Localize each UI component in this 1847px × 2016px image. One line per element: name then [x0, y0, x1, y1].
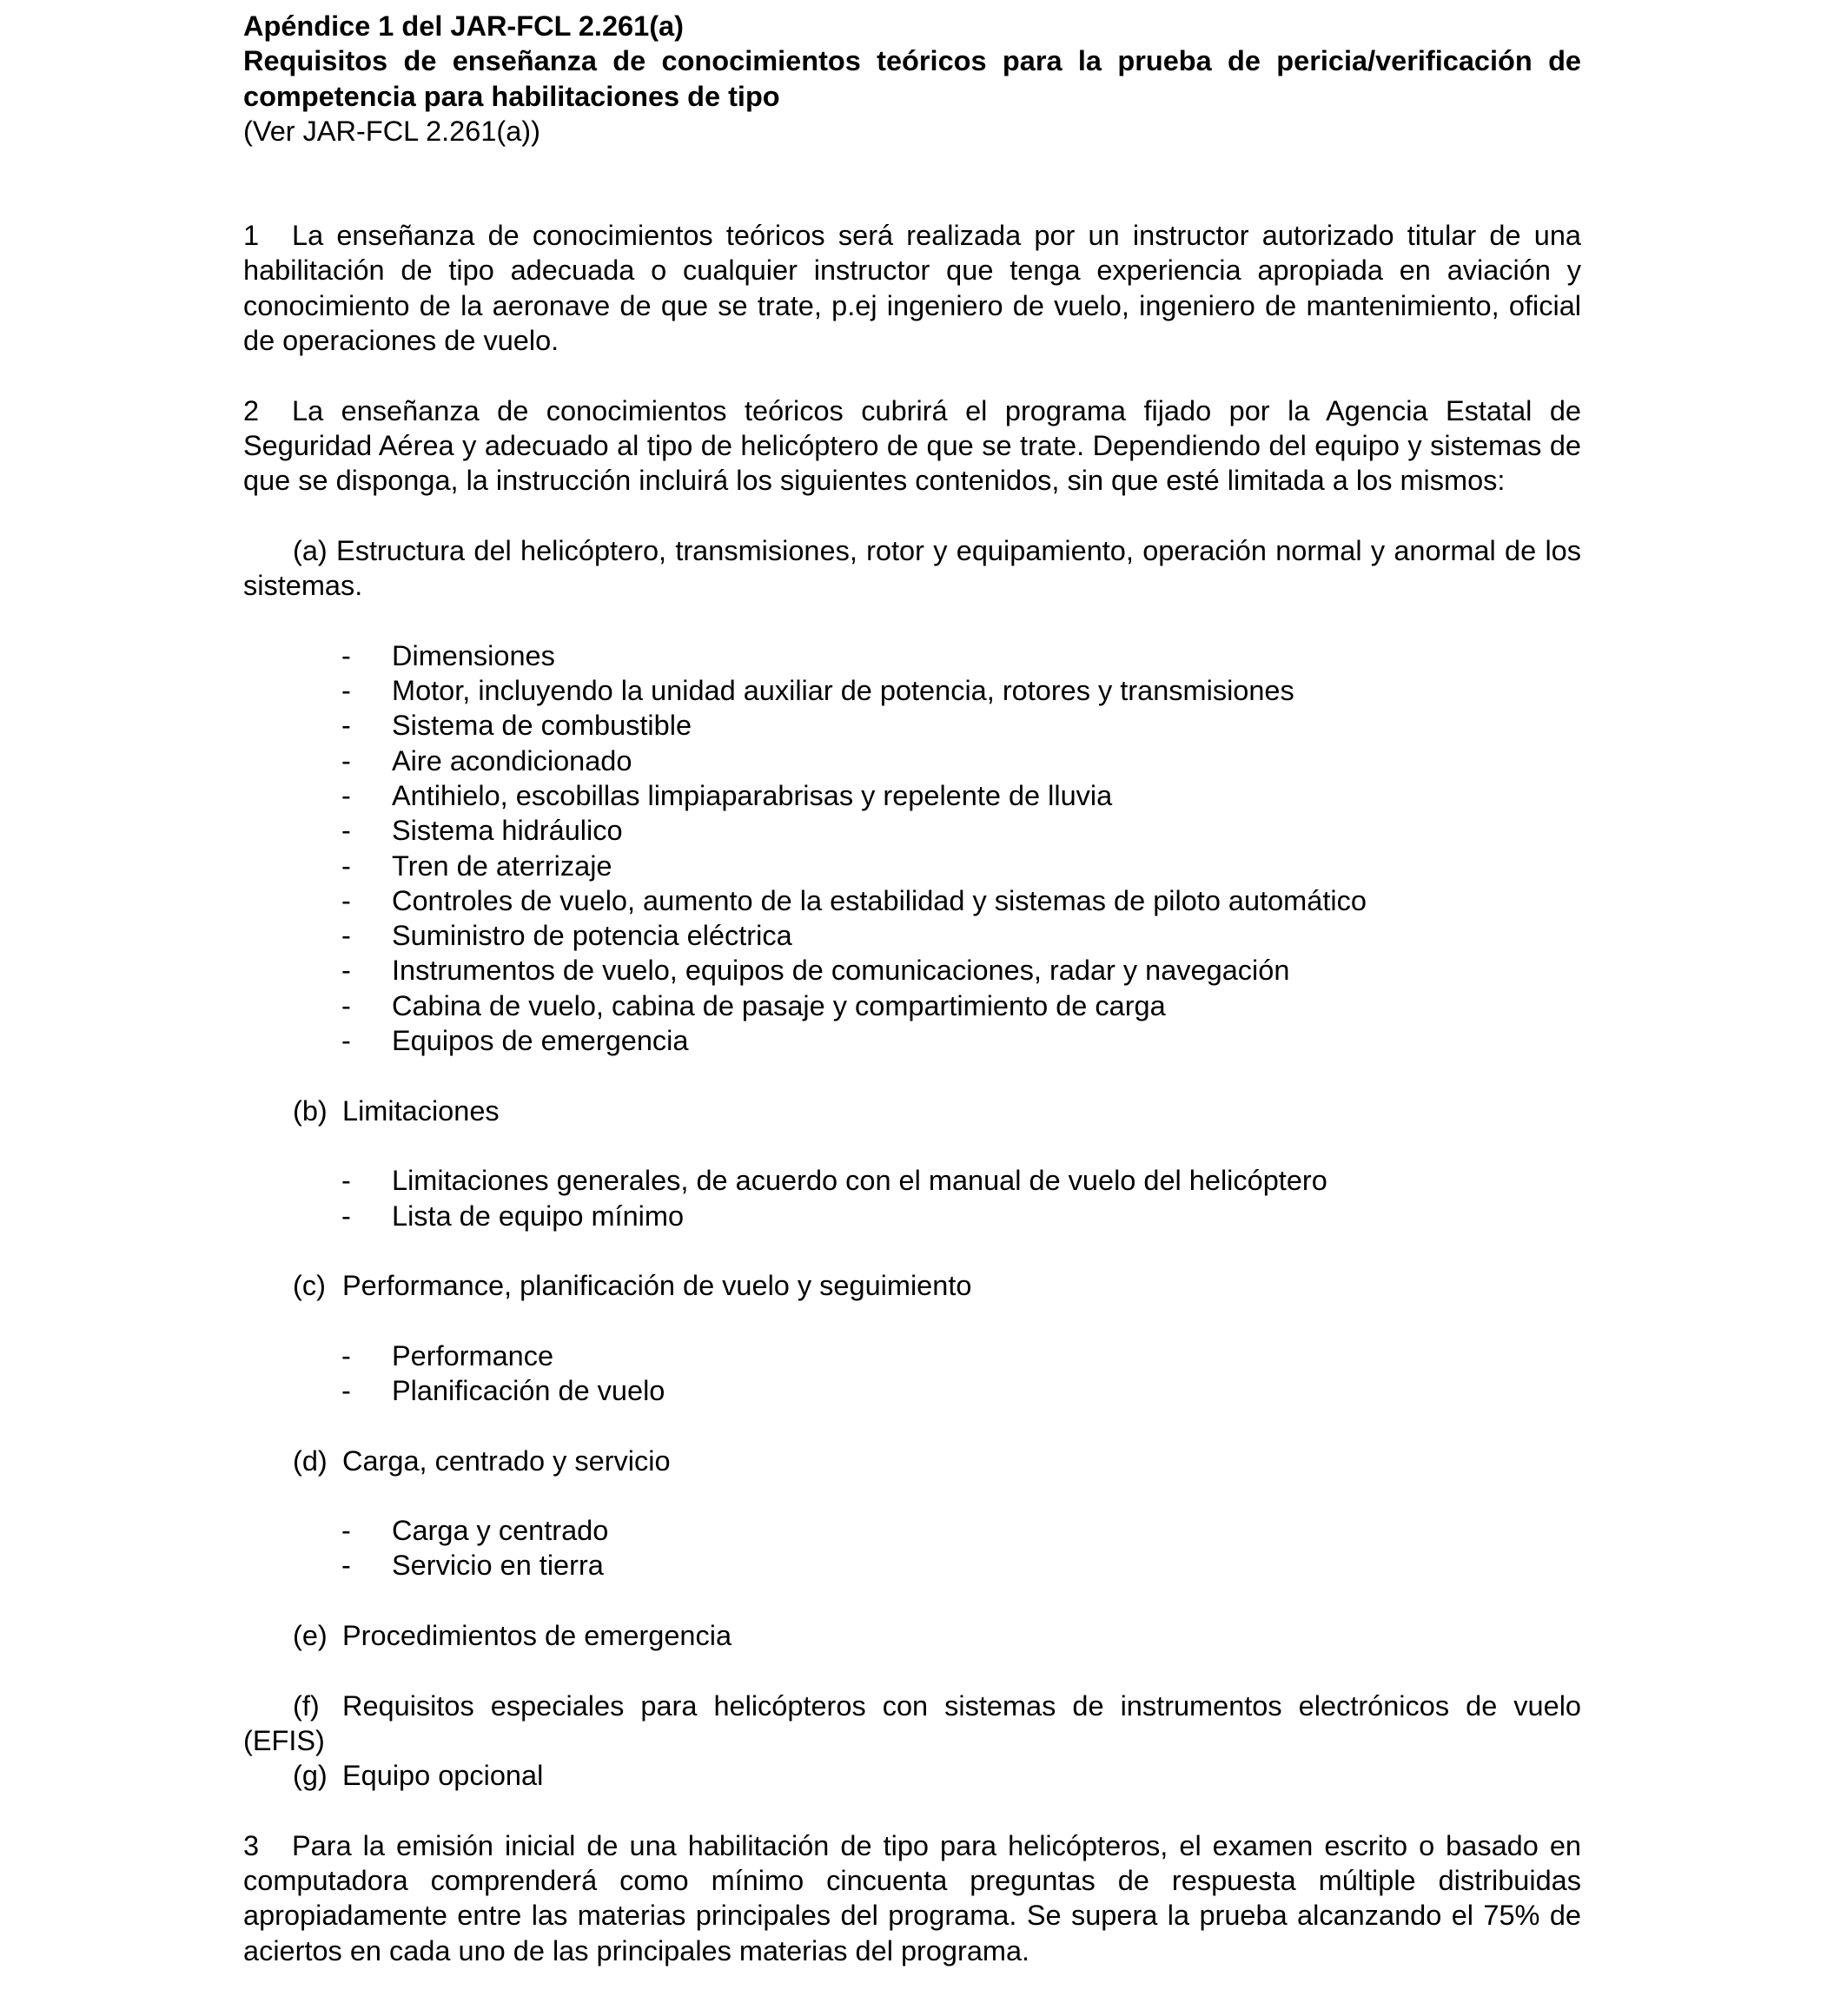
list-item-text: Sistema hidráulico	[392, 815, 623, 847]
spacer	[243, 1478, 1581, 1513]
spacer	[243, 1233, 1581, 1268]
bullet-dash: -	[341, 675, 351, 707]
item-f	[243, 1689, 1581, 1759]
list-item-text: Antihielo, escobillas limpiaparabrisas y repelente de lluvia	[392, 779, 1113, 811]
item-a-bullet-list	[243, 638, 1581, 1059]
list-item-text: Tren de aterrizaje	[392, 849, 612, 882]
spacer	[243, 1583, 1581, 1618]
item-a-text: Estructura del helicóptero, transmisiones, rotor y equipamiento, operación normal y anormal de los sistemas.	[243, 534, 1581, 602]
list-item-text: Limitaciones generales, de acuerdo con el manual de vuelo del helicóptero	[392, 1165, 1327, 1197]
spacer	[243, 1794, 1581, 1828]
list-item	[243, 778, 1581, 813]
bullet-dash: -	[341, 1374, 351, 1406]
list-item	[243, 953, 1581, 988]
item-c	[243, 1268, 1581, 1303]
list-item	[243, 988, 1581, 1023]
spacer	[243, 358, 1581, 393]
list-item-text: Planificación de vuelo	[392, 1374, 665, 1406]
list-item	[243, 1548, 1581, 1583]
list-item-text: Equipos de emergencia	[392, 1025, 689, 1057]
spacer	[243, 1058, 1581, 1093]
section-3-number: 3	[243, 1829, 260, 1861]
bullet-dash: -	[341, 815, 351, 847]
list-item	[243, 813, 1581, 848]
section-2	[243, 393, 1581, 499]
item-e-text: Procedimientos de emergencia	[342, 1620, 732, 1652]
appendix-subtitle: Requisitos de enseñanza de conocimientos teóricos para la prueba de pericia/verificación de competencia para habilitaciones de tipo	[243, 45, 1581, 112]
bullet-dash: -	[341, 1339, 351, 1372]
bullet-dash: -	[341, 1550, 351, 1582]
list-item	[243, 744, 1581, 778]
item-g-text: Equipo opcional	[342, 1760, 544, 1792]
spacer	[243, 499, 1581, 533]
spacer	[243, 149, 1581, 218]
item-g-letter: (g)	[293, 1760, 328, 1792]
spacer	[243, 1408, 1581, 1443]
bullet-dash: -	[341, 710, 351, 742]
section-1-text: La enseñanza de conocimientos teóricos será realizada por un instructor autorizado titular de una habilitación de tipo adecuada o cualquier instructor que tenga experiencia apropiada en aviación y conocimiento de la aeronave de que se trate, p.ej ingeniero de vuelo, ingeniero de mantenimiento, oficial de operaciones de vuelo.	[243, 220, 1581, 357]
item-a	[243, 533, 1581, 604]
item-d-text: Carga, centrado y servicio	[342, 1444, 671, 1477]
bullet-dash: -	[341, 1025, 351, 1057]
bullet-dash: -	[341, 849, 351, 882]
spacer	[243, 1653, 1581, 1688]
list-item	[243, 1199, 1581, 1233]
appendix-reference: (Ver JAR-FCL 2.261(a))	[243, 115, 540, 147]
spacer	[243, 1128, 1581, 1163]
bullet-dash: -	[341, 884, 351, 916]
list-item-text: Performance	[392, 1339, 554, 1372]
list-item	[243, 708, 1581, 743]
item-a-letter: (a)	[293, 534, 328, 566]
list-item	[243, 1338, 1581, 1373]
bullet-dash: -	[341, 1200, 351, 1232]
appendix-title: Apéndice 1 del JAR-FCL 2.261(a)	[243, 10, 684, 42]
spacer	[243, 603, 1581, 638]
list-item-text: Instrumentos de vuelo, equipos de comunicaciones, radar y navegación	[392, 955, 1290, 987]
list-item	[243, 918, 1581, 953]
section-2-text: La enseñanza de conocimientos teóricos cubrirá el programa fijado por la Agencia Estatal de Seguridad Aérea y adecuado al tipo de helicóptero de que se trate. Dependiendo del equipo y sistemas de que se disponga, la instrucción incluirá los siguientes contenidos, sin que esté limitada a los mismos:	[243, 394, 1581, 497]
section-3	[243, 1828, 1581, 1968]
bullet-dash: -	[341, 744, 351, 777]
list-item-text: Dimensiones	[392, 639, 555, 671]
item-c-letter: (c)	[293, 1270, 326, 1302]
list-item-text: Carga y centrado	[392, 1515, 609, 1547]
item-c-text: Performance, planificación de vuelo y seguimiento	[342, 1270, 972, 1302]
item-c-bullet-list	[243, 1338, 1581, 1409]
list-item	[243, 638, 1581, 673]
item-b-letter: (b)	[293, 1094, 328, 1127]
bullet-dash: -	[341, 639, 351, 671]
list-item	[243, 849, 1581, 883]
item-d	[243, 1444, 1581, 1478]
list-item	[243, 1163, 1581, 1198]
item-f-text: Requisitos especiales para helicópteros con sistemas de instrumentos electrónicos de vuelo (EFIS)	[243, 1689, 1581, 1756]
list-item	[243, 673, 1581, 708]
item-g	[243, 1758, 1581, 1793]
bullet-dash: -	[341, 779, 351, 811]
bullet-dash: -	[341, 920, 351, 952]
bullet-dash: -	[341, 1165, 351, 1197]
list-item-text: Aire acondicionado	[392, 744, 632, 777]
section-1-number: 1	[243, 220, 260, 252]
item-d-bullet-list	[243, 1513, 1581, 1583]
item-b-bullet-list	[243, 1163, 1581, 1233]
bullet-dash: -	[341, 989, 351, 1021]
item-e-letter: (e)	[293, 1620, 328, 1652]
spacer	[243, 1303, 1581, 1338]
bullet-dash: -	[341, 955, 351, 987]
section-1	[243, 218, 1581, 358]
list-item-text: Suministro de potencia eléctrica	[392, 920, 792, 952]
bullet-dash: -	[341, 1515, 351, 1547]
list-item-text: Lista de equipo mínimo	[392, 1200, 685, 1232]
item-e	[243, 1618, 1581, 1653]
item-b	[243, 1094, 1581, 1128]
item-d-letter: (d)	[293, 1444, 328, 1477]
list-item-text: Sistema de combustible	[392, 710, 692, 742]
list-item-text: Motor, incluyendo la unidad auxiliar de potencia, rotores y transmisiones	[392, 675, 1294, 707]
list-item	[243, 1373, 1581, 1408]
item-f-letter: (f)	[293, 1689, 320, 1722]
item-b-text: Limitaciones	[342, 1094, 500, 1127]
list-item-text: Servicio en tierra	[392, 1550, 604, 1582]
list-item	[243, 1513, 1581, 1548]
list-item-text: Controles de vuelo, aumento de la estabilidad y sistemas de piloto automático	[392, 884, 1367, 916]
list-item	[243, 1023, 1581, 1058]
section-3-text: Para la emisión inicial de una habilitación de tipo para helicópteros, el examen escrito o basado en computadora comprenderá como mínimo cincuenta preguntas de respuesta múltiple distribuidas apropiadamente entre las materias principales del programa. Se supera la prueba alcanzando el 75% de aciertos en cada uno de las principales materias del programa.	[243, 1829, 1581, 1966]
list-item	[243, 883, 1581, 918]
list-item-text: Cabina de vuelo, cabina de pasaje y compartimiento de carga	[392, 989, 1166, 1021]
section-2-number: 2	[243, 394, 260, 426]
